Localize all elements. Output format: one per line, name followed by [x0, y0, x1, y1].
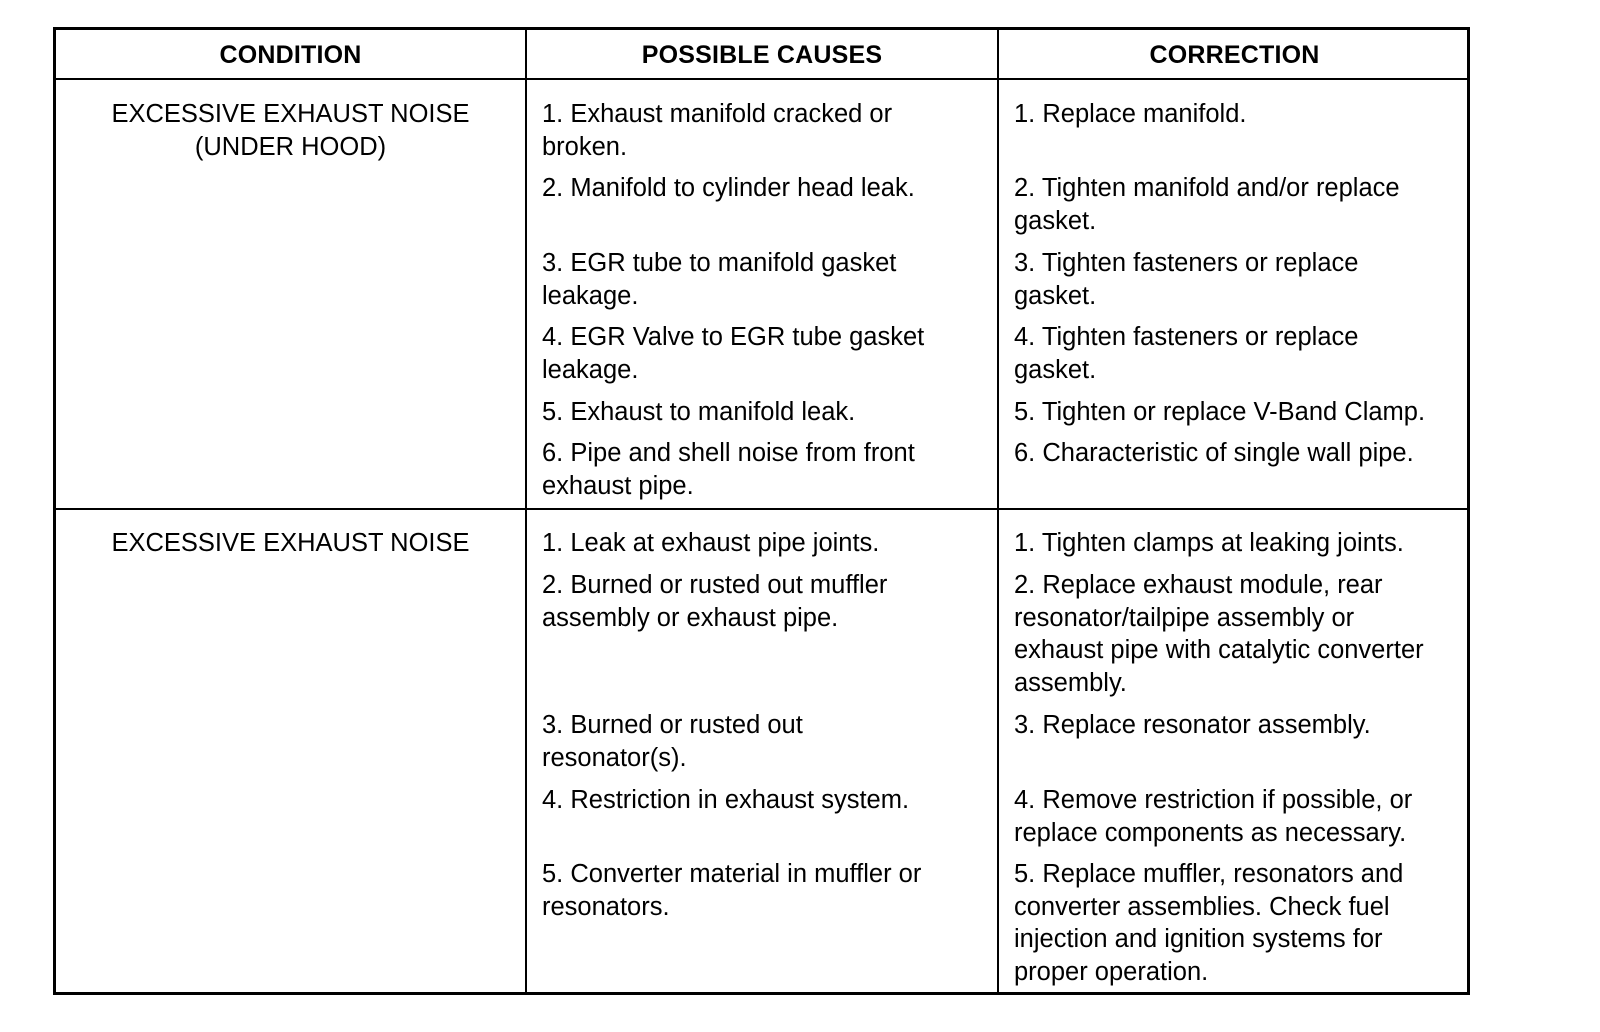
- column-divider-2: [997, 30, 999, 992]
- cause-line: 1. Leak at exhaust pipe joints.: [542, 529, 880, 557]
- correction-line: exhaust pipe with catalytic converter: [1014, 636, 1424, 664]
- cause-line: 4. Restriction in exhaust system.: [542, 786, 910, 814]
- row-1-correction-5: [1014, 396, 1425, 429]
- row-2-cause-2: [542, 569, 887, 634]
- correction-line: proper operation.: [1014, 957, 1209, 986]
- row-1-cause-2: [542, 172, 915, 205]
- cause-line: resonators.: [542, 892, 670, 921]
- row-1-cause-1: [542, 98, 892, 163]
- row-1-correction-2: [1014, 172, 1400, 237]
- diagnosis-table: [53, 27, 1470, 995]
- row-2-cause-3: [542, 709, 803, 774]
- correction-line: injection and ignition systems for: [1014, 925, 1383, 953]
- correction-line: gasket.: [1014, 206, 1097, 235]
- correction-line: 3. Tighten fasteners or replace: [1014, 249, 1359, 277]
- cause-line: 2. Burned or rusted out muffler: [542, 571, 888, 599]
- row-1-correction-1: [1014, 98, 1246, 131]
- correction-line: replace components as necessary.: [1014, 818, 1407, 847]
- row-2-correction-1: [1014, 527, 1404, 560]
- correction-line: 6. Characteristic of single wall pipe.: [1014, 439, 1414, 467]
- row-2-condition: [56, 527, 525, 560]
- header-condition: CONDITION: [219, 40, 362, 69]
- cause-line: broken.: [542, 132, 628, 161]
- header-correction: CORRECTION: [1149, 40, 1320, 69]
- row-1-cause-3: [542, 247, 896, 312]
- row-1-condition: [56, 98, 525, 163]
- row-1-correction-6: [1014, 437, 1414, 470]
- cause-line: 4. EGR Valve to EGR tube gasket: [542, 323, 925, 351]
- correction-line: converter assemblies. Check fuel: [1014, 892, 1390, 921]
- row-1-condition-line-1: EXCESSIVE EXHAUST NOISE: [111, 100, 470, 128]
- row-2-cause-1: [542, 527, 879, 560]
- cause-line: 2. Manifold to cylinder head leak.: [542, 174, 915, 202]
- cause-line: 5. Converter material in muffler or: [542, 860, 922, 888]
- row-1-cause-4: [542, 321, 924, 386]
- correction-line: 4. Remove restriction if possible, or: [1014, 786, 1413, 814]
- correction-line: 1. Tighten clamps at leaking joints.: [1014, 529, 1404, 557]
- correction-line: 2. Replace exhaust module, rear: [1014, 571, 1383, 599]
- row-divider: [56, 508, 1467, 510]
- row-1-condition-line-2: (UNDER HOOD): [194, 132, 387, 161]
- cause-line: 6. Pipe and shell noise from front: [542, 439, 915, 467]
- row-1-correction-4: [1014, 321, 1358, 386]
- correction-line: assembly.: [1014, 668, 1127, 697]
- cause-line: 3. Burned or rusted out: [542, 711, 803, 739]
- row-2-correction-4: [1014, 784, 1412, 849]
- cause-line: exhaust pipe.: [542, 471, 694, 500]
- row-2-cause-5: [542, 858, 921, 923]
- cause-line: assembly or exhaust pipe.: [542, 603, 839, 632]
- correction-line: 5. Replace muffler, resonators and: [1014, 860, 1404, 888]
- cause-line: resonator(s).: [542, 743, 687, 772]
- row-2-correction-3: [1014, 709, 1371, 742]
- correction-line: 2. Tighten manifold and/or replace: [1014, 174, 1400, 202]
- row-2-correction-5: [1014, 858, 1403, 988]
- header-possible-causes: POSSIBLE CAUSES: [641, 40, 883, 69]
- row-2-correction-2: [1014, 569, 1424, 699]
- correction-line: 4. Tighten fasteners or replace: [1014, 323, 1359, 351]
- row-1-cause-6: [542, 437, 915, 502]
- cause-line: leakage.: [542, 355, 639, 384]
- row-1-correction-3: [1014, 247, 1358, 312]
- column-divider-1: [525, 30, 527, 992]
- cause-line: 3. EGR tube to manifold gasket: [542, 249, 897, 277]
- correction-line: 1. Replace manifold.: [1014, 100, 1247, 128]
- cause-line: 5. Exhaust to manifold leak.: [542, 398, 856, 426]
- row-2-condition-line-1: EXCESSIVE EXHAUST NOISE: [111, 529, 470, 557]
- correction-line: gasket.: [1014, 355, 1097, 384]
- correction-line: gasket.: [1014, 281, 1097, 310]
- row-1-cause-5: [542, 396, 855, 429]
- row-2-cause-4: [542, 784, 909, 817]
- cause-line: leakage.: [542, 281, 639, 310]
- correction-line: resonator/tailpipe assembly or: [1014, 603, 1355, 632]
- correction-line: 5. Tighten or replace V-Band Clamp.: [1014, 398, 1426, 426]
- cause-line: 1. Exhaust manifold cracked or: [542, 100, 893, 128]
- correction-line: 3. Replace resonator assembly.: [1014, 711, 1371, 739]
